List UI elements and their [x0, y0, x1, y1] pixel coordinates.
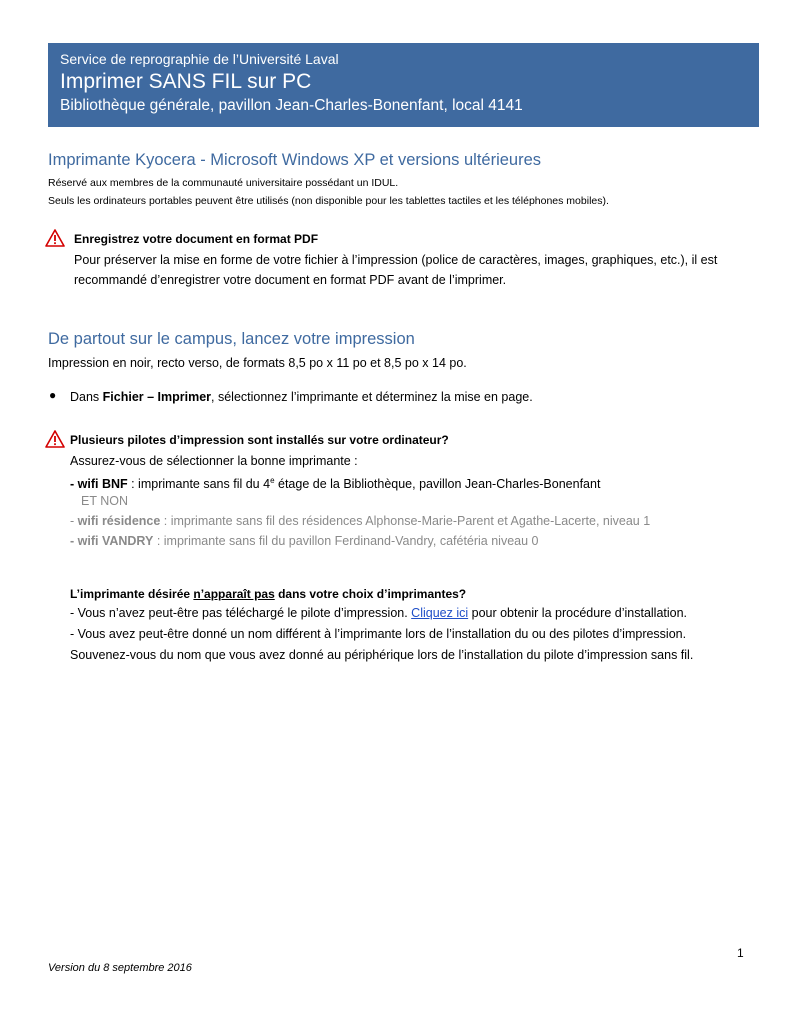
drivers-instruction: Assurez-vous de sélectionner la bonne imprimante : — [70, 454, 358, 468]
pdf-warning-line2: recommandé d’enregistrer votre document en format PDF avant de l’imprimer. — [74, 273, 507, 287]
page-number: 1 — [737, 946, 744, 960]
missing-printer-line2: - Vous avez peut-être donné un nom différent à l’imprimante lors de l’installation du ou des pilotes d’impression. — [70, 627, 687, 641]
warning-triangle-icon — [45, 430, 65, 448]
version-footer: Version du 8 septembre 2016 — [48, 962, 192, 974]
et-non-label: ET NON — [81, 494, 128, 508]
location-subtitle: Bibliothèque générale, pavillon Jean-Charles-Bonenfant, local 4141 — [60, 97, 523, 114]
section-heading-kyocera: Imprimante Kyocera - Microsoft Windows XP et versions ultérieures — [48, 151, 542, 169]
laptop-only-note: Seuls les ordinateurs portables peuvent être utilisés (non disponible pour les tablettes tactiles et les téléphones mobiles). — [48, 195, 609, 207]
service-name: Service de reprographie de l’Université Laval — [60, 51, 339, 67]
missing-printer-line3: Souvenez-vous du nom que vous avez donné au périphérique lors de l’installation du pilote d’impression sans fil. — [70, 648, 694, 662]
printer-option-bnf: - wifi BNF : imprimante sans fil du 4e étage de la Bibliothèque, pavillon Jean-Charles-Bonenfant — [70, 476, 601, 492]
pdf-warning-line1: Pour préserver la mise en forme de votre fichier à l’impression (police de caractères, images, graphiques, etc.), il est — [74, 253, 718, 267]
print-format-info: Impression en noir, recto verso, de formats 8,5 po x 11 po et 8,5 po x 14 po. — [48, 356, 467, 370]
missing-printer-line1: - Vous n’avez peut-être pas téléchargé le pilote d’impression. Cliquez ici pour obtenir la procédure d’installation. — [70, 606, 688, 620]
header-banner — [48, 43, 759, 127]
installation-procedure-link[interactable]: Cliquez ici — [411, 606, 469, 620]
section-heading-campus: De partout sur le campus, lancez votre impression — [48, 330, 415, 348]
printer-option-vandry: - wifi VANDRY : imprimante sans fil du pavillon Ferdinand-Vandry, cafétéria niveau 0 — [70, 534, 539, 548]
document-title: Imprimer SANS FIL sur PC — [60, 70, 312, 93]
pdf-warning-title: Enregistrez votre document en format PDF — [74, 232, 319, 246]
bullet-instruction: Dans Fichier – Imprimer, sélectionnez l’imprimante et déterminez la mise en page. — [70, 390, 533, 404]
printer-option-residence: - wifi résidence : imprimante sans fil des résidences Alphonse-Marie-Parent et Agathe-Lacerte, niveau 1 — [70, 514, 651, 528]
missing-printer-title: L’imprimante désirée n’apparaît pas dans votre choix d’imprimantes? — [70, 587, 467, 601]
drivers-warning-title: Plusieurs pilotes d’impression sont installés sur votre ordinateur? — [70, 433, 449, 447]
warning-triangle-icon — [45, 229, 65, 247]
bullet-dot-icon: ● — [49, 388, 57, 402]
eligibility-note: Réservé aux membres de la communauté universitaire possédant un IDUL. — [48, 177, 399, 189]
